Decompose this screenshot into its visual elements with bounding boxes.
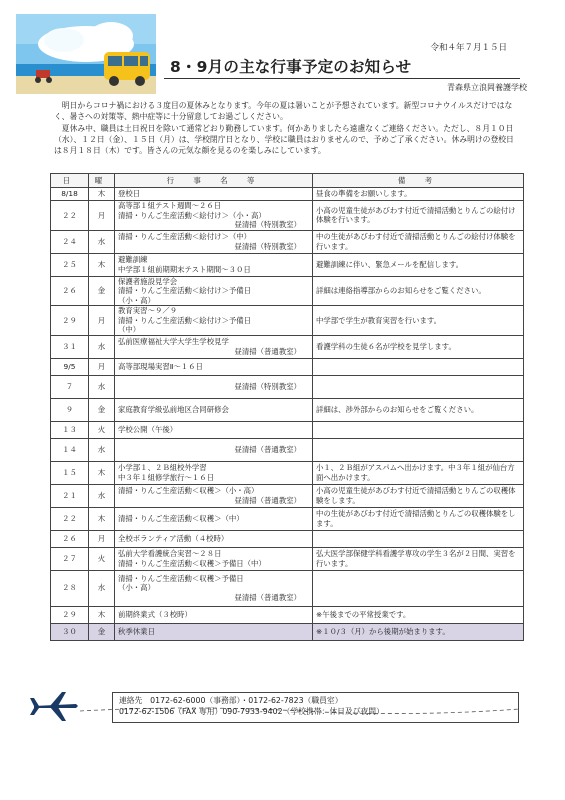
table-row bbox=[51, 438, 524, 461]
event-line: （小・高） bbox=[118, 583, 155, 593]
row-events bbox=[115, 201, 313, 231]
row-weekday: 水 bbox=[89, 570, 115, 606]
event-line: 学校公開（午後） bbox=[118, 424, 178, 434]
table-row bbox=[51, 335, 524, 358]
row-date: １４ bbox=[51, 438, 89, 461]
event-line: 清掃・りんご生産活動＜絵付け＞予備日 bbox=[118, 286, 252, 295]
row-events bbox=[115, 606, 313, 623]
event-line: 登校日 bbox=[118, 189, 141, 199]
table-row bbox=[51, 606, 524, 623]
row-weekday: 水 bbox=[89, 484, 115, 507]
row-weekday: 木 bbox=[89, 188, 115, 201]
row-note: 中の生徒があびわす付近で清掃活動とりんごの絵付け体験を行います。 bbox=[313, 230, 524, 253]
row-date: ２４ bbox=[51, 230, 89, 253]
row-weekday: 木 bbox=[89, 461, 115, 484]
row-date: ７ bbox=[51, 375, 89, 398]
row-weekday: 金 bbox=[89, 398, 115, 421]
row-date: ２９ bbox=[51, 306, 89, 336]
row-weekday: 金 bbox=[89, 623, 115, 640]
row-date: １３ bbox=[51, 421, 89, 438]
row-events bbox=[115, 188, 313, 201]
row-note: 詳細は連絡指導部からのお知らせをご覧ください。 bbox=[313, 276, 524, 306]
event-line: 昼清掃（普通教室） bbox=[234, 444, 301, 454]
row-events bbox=[115, 253, 313, 276]
row-date: 8/18 bbox=[51, 188, 89, 201]
row-date: ２６ bbox=[51, 530, 89, 547]
row-date: ２９ bbox=[51, 606, 89, 623]
row-events bbox=[115, 276, 313, 306]
event-line: （小・高） bbox=[118, 295, 155, 305]
row-date: ２２ bbox=[51, 507, 89, 530]
row-date: 9/5 bbox=[51, 358, 89, 375]
event-line: 昼清掃（特別教室） bbox=[234, 381, 301, 391]
page-title: 8・9月の主な行事予定のお知らせ bbox=[170, 58, 412, 76]
table-row bbox=[51, 570, 524, 606]
schedule-body bbox=[51, 188, 524, 641]
table-row bbox=[51, 358, 524, 375]
table-row bbox=[51, 188, 524, 201]
event-line: 家庭教育学級弘前地区合同研修会 bbox=[118, 404, 229, 414]
row-note bbox=[313, 570, 524, 606]
row-weekday: 水 bbox=[89, 438, 115, 461]
row-events bbox=[115, 570, 313, 606]
row-date: ３１ bbox=[51, 335, 89, 358]
row-date: ３０ bbox=[51, 623, 89, 640]
title-underline bbox=[164, 78, 520, 79]
table-header-row bbox=[51, 174, 524, 188]
row-note: 小高の児童生徒があびわす付近で清掃活動とりんごの収穫体験をします。 bbox=[313, 484, 524, 507]
row-date: ２１ bbox=[51, 484, 89, 507]
school-name: 青森県立浪岡養護学校 bbox=[447, 83, 527, 92]
event-line: 弘前医療福祉大学大学生学校見学 bbox=[118, 337, 229, 346]
event-line: 清掃・りんご生産活動＜収穫＞（小・高） bbox=[118, 486, 259, 495]
row-note: ※１０/３（月）から後期が始まります。 bbox=[313, 623, 524, 640]
intro-text bbox=[54, 100, 521, 156]
contact-line-phones: 連絡先 0172-62-6000（事務部）・0172-62-7823（職員室） bbox=[119, 696, 343, 705]
row-weekday: 水 bbox=[89, 375, 115, 398]
event-line: 清掃・りんご生産活動＜収穫＞予備日 bbox=[118, 573, 244, 583]
row-weekday: 火 bbox=[89, 421, 115, 438]
row-date: ２５ bbox=[51, 253, 89, 276]
row-weekday: 木 bbox=[89, 606, 115, 623]
event-line: 清掃・りんご生産活動＜絵付け＞予備日 bbox=[118, 315, 252, 325]
event-line: 清掃・りんご生産活動＜絵付け＞（小・高） bbox=[118, 210, 266, 220]
event-line: 小学部１、２Ｂ組校外学習 bbox=[118, 463, 207, 472]
event-line: 教育実習～９／９ bbox=[118, 306, 178, 315]
row-date: ９ bbox=[51, 398, 89, 421]
row-weekday: 木 bbox=[89, 253, 115, 276]
table-row bbox=[51, 623, 524, 640]
row-date: ２７ bbox=[51, 547, 89, 570]
event-line: 高等部現場実習Ⅱ～１６日 bbox=[118, 361, 203, 371]
row-note: 弘大医学部保健学科看護学専攻の学生３名が２日間、実習を行います。 bbox=[313, 547, 524, 570]
row-events bbox=[115, 530, 313, 547]
row-events bbox=[115, 306, 313, 336]
event-line: 前期終業式（３校時） bbox=[118, 609, 192, 619]
event-line: 秋季休業日 bbox=[118, 626, 155, 636]
row-note: 看護学科の生徒６名が学校を見学します。 bbox=[313, 335, 524, 358]
table-row bbox=[51, 461, 524, 484]
event-line: 清掃・りんご生産活動＜収穫＞予備日（中） bbox=[118, 558, 266, 568]
table-row bbox=[51, 507, 524, 530]
event-line: 昼清掃（特別教室） bbox=[234, 241, 301, 251]
event-line: 中３年１組修学旅行～１６日 bbox=[118, 472, 215, 482]
row-note: 中学部で学生が教育実習を行います。 bbox=[313, 306, 524, 336]
header-date: 日 bbox=[51, 174, 89, 188]
row-note bbox=[313, 438, 524, 461]
row-events bbox=[115, 547, 313, 570]
row-date: １５ bbox=[51, 461, 89, 484]
airplane-icon bbox=[30, 688, 80, 724]
row-weekday: 水 bbox=[89, 230, 115, 253]
event-line: 清掃・りんご生産活動＜絵付け＞（中） bbox=[118, 232, 252, 241]
row-note bbox=[313, 358, 524, 375]
row-events bbox=[115, 230, 313, 253]
header-illustration bbox=[16, 14, 156, 94]
event-line: 中学部１組前期期末テスト期間～３０日 bbox=[118, 264, 251, 274]
row-date: ２２ bbox=[51, 201, 89, 231]
event-line: 弘前大学看護統合実習～２８日 bbox=[118, 549, 222, 558]
intro-paragraph: 夏休み中、職員は土日祝日を除いて通常どおり勤務しています。何かありましたら遠慮なくご連絡ください。ただし、８月１０日（水）、１２日（金）、１５日（月）は、学校閉庁日となり、学校に職員はおりませんので、予めご了承ください。休み明けの登校日は８月１８日（木）です。皆さんの元気な顔を見るのを楽しみにしています。 bbox=[54, 123, 514, 156]
row-weekday: 月 bbox=[89, 358, 115, 375]
event-line: 昼清掃（普通教室） bbox=[234, 495, 301, 505]
row-note: ※午後までの平常授業です。 bbox=[313, 606, 524, 623]
table-row bbox=[51, 484, 524, 507]
table-row bbox=[51, 547, 524, 570]
row-events bbox=[115, 484, 313, 507]
intro-paragraph: 明日からコロナ禍における３度目の夏休みとなります。今年の夏は暑いことが予想されています。新型コロナウイルスだけではなく、暑さへの対策等、熱中症等に十分留意してお過ごしください。 bbox=[54, 101, 513, 122]
row-note: 避難訓練に伴い、緊急メールを配信します。 bbox=[313, 253, 524, 276]
row-weekday: 月 bbox=[89, 201, 115, 231]
row-date: ２６ bbox=[51, 276, 89, 306]
table-row bbox=[51, 306, 524, 336]
row-events bbox=[115, 421, 313, 438]
row-note: 詳細は、渉外部からのお知らせをご覧ください。 bbox=[313, 398, 524, 421]
row-events bbox=[115, 438, 313, 461]
contact-line-fax-mobile: 0172-62-1506（FAX 専用）090-7933-9402（学校携帯：休日及び夜間） bbox=[119, 706, 384, 716]
event-line: （中） bbox=[118, 325, 141, 334]
row-events bbox=[115, 398, 313, 421]
row-weekday: 金 bbox=[89, 276, 115, 306]
row-note bbox=[313, 421, 524, 438]
event-line: 昼清掃（普通教室） bbox=[234, 346, 301, 356]
row-events bbox=[115, 375, 313, 398]
event-line: 昼清掃（特別教室） bbox=[234, 220, 301, 229]
row-events bbox=[115, 358, 313, 375]
row-note: 中の生徒があびわす付近で清掃活動とりんごの収穫体験をします。 bbox=[313, 507, 524, 530]
header-weekday: 曜 bbox=[89, 174, 115, 188]
header-events: 行 事 名 等 bbox=[115, 174, 313, 188]
table-row bbox=[51, 230, 524, 253]
row-note: 昼食の準備をお願いします。 bbox=[313, 188, 524, 201]
row-weekday: 月 bbox=[89, 306, 115, 336]
row-note bbox=[313, 375, 524, 398]
row-events bbox=[115, 507, 313, 530]
table-row bbox=[51, 276, 524, 306]
issue-date: 令和４年７月１５日 bbox=[430, 43, 507, 53]
event-line: 保護者施設見学会 bbox=[118, 276, 178, 286]
row-note bbox=[313, 530, 524, 547]
table-row bbox=[51, 375, 524, 398]
schedule-table bbox=[50, 173, 524, 641]
event-line: 避難訓練 bbox=[118, 255, 148, 264]
event-line: 清掃・りんご生産活動＜収穫＞（中） bbox=[118, 513, 244, 523]
event-line: 昼清掃（普通教室） bbox=[234, 592, 301, 602]
row-events bbox=[115, 623, 313, 640]
row-note: 小１、２Ｂ組がアスパムへ出かけます。中３年１組が仙台方面へ出かけます。 bbox=[313, 461, 524, 484]
header-notes: 備 考 bbox=[313, 174, 524, 188]
row-date: ２８ bbox=[51, 570, 89, 606]
van-by-the-sea-illustration bbox=[16, 14, 156, 94]
row-events bbox=[115, 461, 313, 484]
row-weekday: 木 bbox=[89, 507, 115, 530]
event-line: 高等部１組テスト週間～２６日 bbox=[118, 201, 222, 210]
table-row bbox=[51, 530, 524, 547]
table-row bbox=[51, 421, 524, 438]
row-weekday: 水 bbox=[89, 335, 115, 358]
contact-box bbox=[112, 692, 519, 723]
row-events bbox=[115, 335, 313, 358]
table-row bbox=[51, 253, 524, 276]
row-note: 小高の児童生徒があびわす付近で清掃活動とりんごの絵付け体験を行います。 bbox=[313, 201, 524, 231]
row-weekday: 月 bbox=[89, 530, 115, 547]
row-weekday: 火 bbox=[89, 547, 115, 570]
table-row bbox=[51, 201, 524, 231]
event-line: 全校ボランティア活動（４校時） bbox=[118, 533, 229, 543]
table-row bbox=[51, 398, 524, 421]
